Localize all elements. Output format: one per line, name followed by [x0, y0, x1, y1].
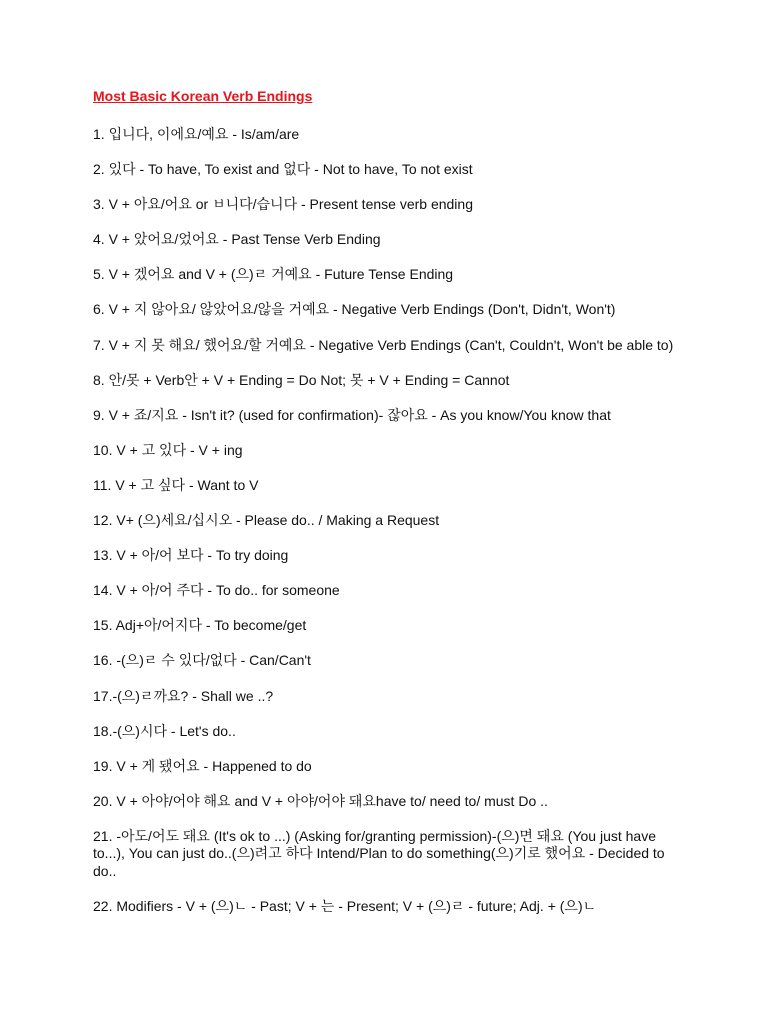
list-item: 22. Modifiers - V + (으)ㄴ - Past; V + 는 - Present; V + (으)ㄹ - future; Adj. + (으)ㄴ: [93, 897, 597, 914]
list-item: 1. 입니다, 이에요/예요 - Is/am/are: [93, 126, 300, 142]
list-item: 4. V + 았어요/었어요 - Past Tense Verb Ending: [93, 231, 381, 248]
list-item: 3. V + 아요/어요 or ㅂ니다/습니다 - Present tense verb ending: [93, 196, 473, 213]
list-item: 16. -(으)ㄹ 수 있다/없다 - Can/Can't: [93, 652, 311, 669]
list-item: 15. Adj+아/어지다 - To become/get: [93, 617, 307, 634]
list-item: 7. V + 지 못 해요/ 했어요/할 거예요 - Negative Verb Endings (Can't, Couldn't, Won't be able to): [93, 336, 674, 353]
list-item: 13. V + 아/어 보다 - To try doing: [93, 547, 289, 564]
list-item: 14. V + 아/어 주다 - To do.. for someone: [93, 582, 340, 599]
document-page: [93, 86, 678, 933]
list-item: 12. V+ (으)세요/십시오 - Please do.. / Making a Request: [93, 512, 440, 529]
list-item: 8. 안/못 + Verb안 + V + Ending = Do Not; 못 + V + Ending = Cannot: [93, 371, 510, 388]
list-item: 18.-(으)시다 - Let's do..: [93, 722, 236, 739]
document-title: Most Basic Korean Verb Endings: [93, 88, 313, 104]
list-item: 21. -아도/어도 돼요 (It's ok to ...) (Asking for/granting permission)-(으)면 돼요 (You just have to...), You can just do..(으)려고 하다 Intend/Plan to do something(으)기로 했어요 - Decided to do..: [93, 827, 665, 879]
list-item: 17.-(으)ㄹ까요? - Shall we ..?: [93, 687, 274, 704]
list-item: 5. V + 겠어요 and V + (으)ㄹ 거예요 - Future Tense Ending: [93, 266, 454, 283]
list-item: 10. V + 고 있다 - V + ing: [93, 441, 243, 458]
list-item: 11. V + 고 싶다 - Want to V: [93, 476, 259, 493]
verb-ending-list: [93, 126, 678, 915]
list-item: 20. V + 아야/어야 해요 and V + 아야/어야 돼요have to/ need to/ must Do ..: [93, 792, 548, 809]
list-item: 19. V + 게 됐어요 - Happened to do: [93, 757, 312, 774]
list-item: 6. V + 지 않아요/ 않았어요/않을 거예요 - Negative Verb Endings (Don't, Didn't, Won't): [93, 301, 616, 318]
list-item: 9. V + 죠/지요 - Isn't it? (used for confirmation)- 잖아요 - As you know/You know that: [93, 406, 611, 423]
list-item: 2. 있다 - To have, To exist and 없다 - Not to have, To not exist: [93, 161, 473, 178]
